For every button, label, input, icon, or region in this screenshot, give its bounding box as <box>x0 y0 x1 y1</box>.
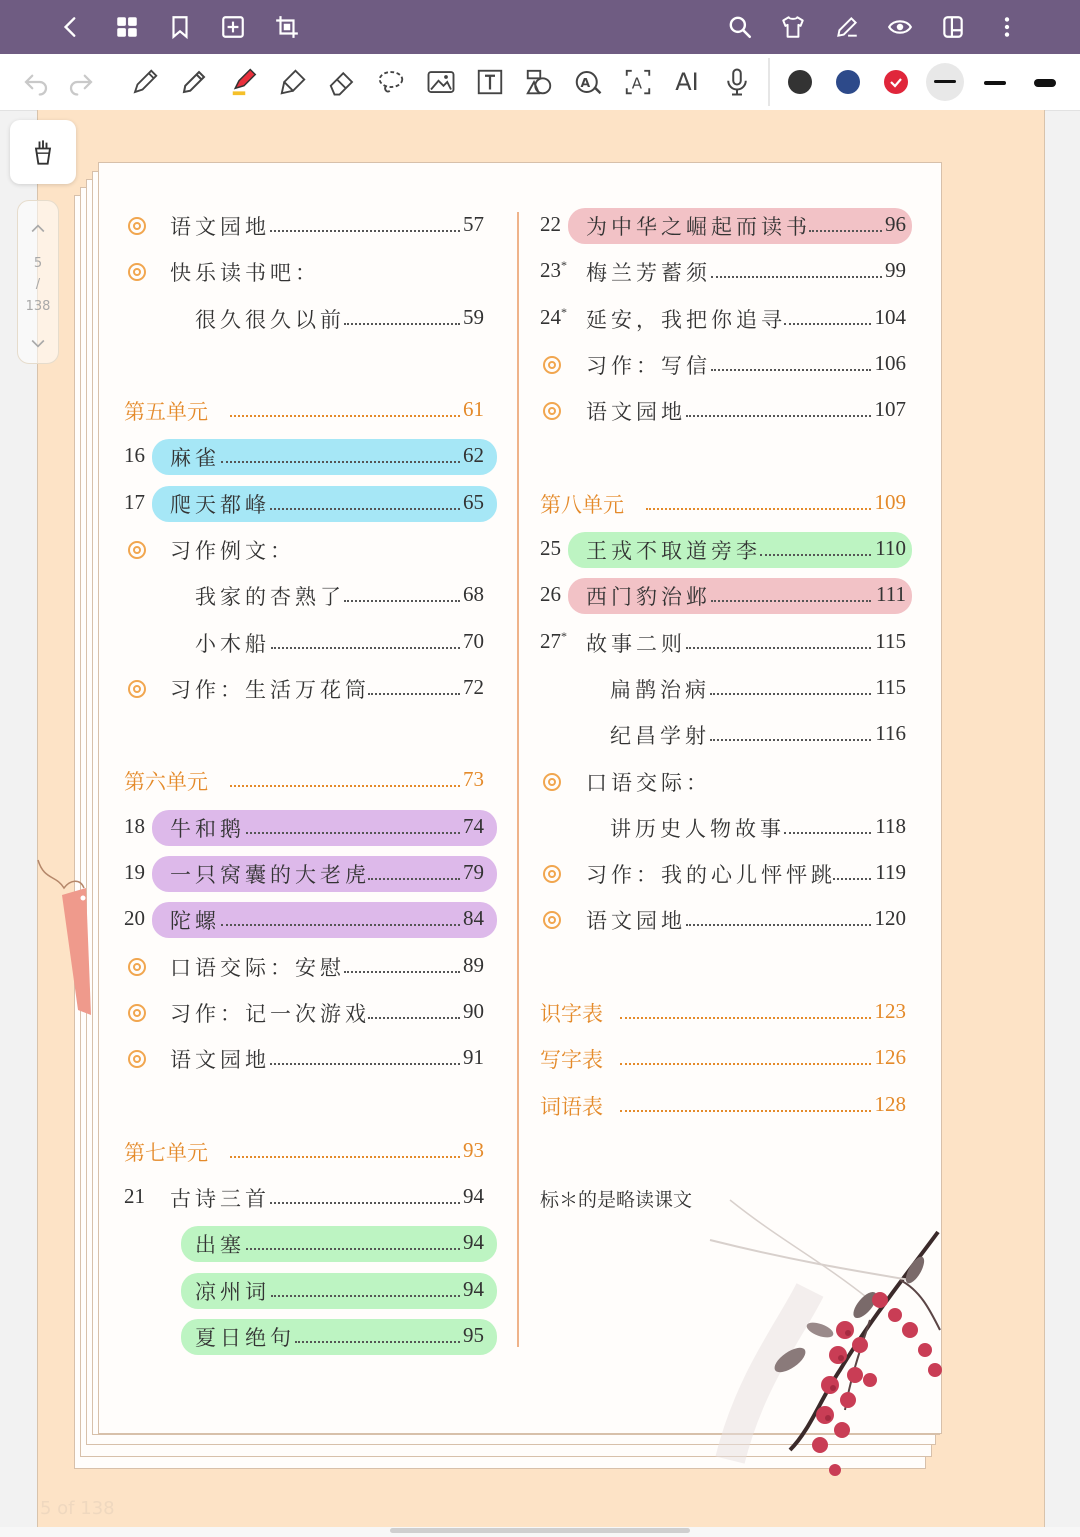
svg-text:A: A <box>631 74 643 93</box>
entry-title: 语文园地 <box>170 1048 270 1073</box>
stroke-width-thick-button[interactable] <box>1034 79 1056 87</box>
shirt-icon[interactable] <box>776 10 810 44</box>
chevron-down-icon[interactable] <box>28 333 48 353</box>
entry-title: 口语交际：安慰 <box>170 955 345 980</box>
entry-title: 扁鹊治病 <box>610 677 710 702</box>
text-box-icon[interactable] <box>471 64 509 100</box>
total-pages: 138 <box>25 299 51 314</box>
add-page-icon[interactable] <box>216 10 250 44</box>
entry-title: 习作：记一次游戏 <box>170 1001 370 1026</box>
circle-bullet-icon <box>128 217 146 235</box>
circle-bullet-icon <box>543 865 561 883</box>
lesson-number-text: 25 <box>540 536 561 560</box>
leader-dots <box>620 1017 871 1019</box>
lesson-number-text: 27 <box>540 628 561 653</box>
page-number: 94 <box>463 1276 484 1301</box>
page-number: 91 <box>463 1045 484 1070</box>
entry-title: 第六单元 <box>124 770 208 795</box>
shapes-icon[interactable] <box>520 64 558 100</box>
circle-bullet-icon <box>128 680 146 698</box>
entry-title: 延安，我把你追寻 <box>586 307 786 332</box>
entry-title: 口语交际： <box>586 770 711 795</box>
ai-label: AI <box>675 68 699 96</box>
stroke-width-thin-button[interactable] <box>926 63 964 101</box>
chevron-up-icon[interactable] <box>28 219 48 239</box>
circle-bullet-icon <box>543 773 561 791</box>
entry-title: 出塞 <box>195 1233 245 1258</box>
app-top-bar <box>0 0 1080 54</box>
color-swatch-red[interactable] <box>884 70 908 94</box>
entry-title: 爬天都峰 <box>170 492 270 517</box>
entry-title: 词语表 <box>540 1094 603 1119</box>
entry-title: 西门豹治邺 <box>586 585 711 610</box>
lesson-number <box>124 814 145 839</box>
page-number: 61 <box>463 397 484 422</box>
page-number: 109 <box>874 489 906 514</box>
page-number: 106 <box>874 350 906 375</box>
lesson-number <box>540 629 567 654</box>
leader-dots <box>646 508 871 510</box>
lesson-number <box>540 212 561 237</box>
check-icon <box>884 70 908 94</box>
entry-title: 写字表 <box>540 1048 603 1073</box>
lesson-number-text: 18 <box>124 813 145 838</box>
lesson-number-text: 24 <box>540 304 561 329</box>
lesson-number <box>540 536 561 561</box>
text-recognize-icon[interactable] <box>619 64 657 100</box>
page-number: 120 <box>874 906 906 931</box>
page-number: 89 <box>463 952 484 977</box>
back-icon[interactable] <box>54 10 88 44</box>
page-number: 119 <box>875 860 906 885</box>
entry-title: 夏日绝句 <box>195 1325 295 1350</box>
entry-title: 第七单元 <box>124 1140 208 1165</box>
microphone-icon[interactable] <box>718 64 756 100</box>
page-number: 84 <box>463 906 484 931</box>
entry-title: 第八单元 <box>540 492 624 517</box>
ocr-icon[interactable] <box>569 64 607 100</box>
page-number: 104 <box>874 304 906 329</box>
bookmark-icon[interactable] <box>163 10 197 44</box>
toolbar-divider <box>768 58 770 106</box>
decorative-berry-branch <box>670 1180 970 1500</box>
skim-reading-star: * <box>561 258 567 273</box>
page-number: 123 <box>874 998 906 1023</box>
page-number: 93 <box>463 1137 484 1162</box>
entry-title: 习作：我的心儿怦怦跳 <box>586 863 836 888</box>
page-number: 74 <box>463 813 484 838</box>
brush-icon[interactable] <box>274 64 312 100</box>
page-number: 96 <box>885 212 906 236</box>
more-icon[interactable] <box>990 10 1024 44</box>
lesson-number-text: 21 <box>124 1184 145 1208</box>
lesson-number-text: 26 <box>540 582 561 607</box>
leader-dots <box>620 1110 871 1112</box>
leader-dots <box>620 1063 871 1065</box>
lesson-number <box>540 258 567 283</box>
lesson-number-text: 22 <box>540 212 561 236</box>
page-number: 94 <box>463 1184 484 1208</box>
entry-title: 第五单元 <box>124 400 208 425</box>
color-swatch-black[interactable] <box>788 70 812 94</box>
search-icon[interactable] <box>723 10 757 44</box>
lesson-number <box>540 305 567 330</box>
entry-title: 纪昌学射 <box>610 724 710 749</box>
entry-title: 语文园地 <box>586 400 686 425</box>
entry-title: 讲历史人物故事 <box>610 816 785 841</box>
page-number: 118 <box>875 813 906 838</box>
bookmark-tag-icon <box>36 850 96 1020</box>
current-page-number: 5 <box>33 256 43 271</box>
page-number: 111 <box>876 582 906 607</box>
lesson-number-text: 19 <box>124 860 145 884</box>
page-number: 110 <box>875 536 906 560</box>
circle-bullet-icon <box>543 356 561 374</box>
lesson-number-text: 16 <box>124 443 145 468</box>
circle-bullet-icon <box>128 1004 146 1022</box>
page-number: 65 <box>463 489 484 514</box>
entry-title: 我家的杏熟了 <box>195 585 345 610</box>
entry-title: 习作：生活万花筒 <box>170 677 370 702</box>
lesson-number <box>540 582 561 607</box>
skim-reading-star: * <box>561 628 567 643</box>
page-number: 95 <box>463 1322 484 1347</box>
circle-bullet-icon <box>128 958 146 976</box>
page-number: 115 <box>875 628 906 653</box>
page-number: 72 <box>463 674 484 699</box>
image-icon[interactable] <box>422 64 460 100</box>
entry-title: 语文园地 <box>586 909 686 934</box>
pen-cup-icon <box>29 138 57 166</box>
pen-cup-button[interactable] <box>10 120 76 184</box>
pencil-icon[interactable] <box>175 64 213 100</box>
reading-note: 标＊的是略读课文 <box>540 1189 693 1211</box>
entry-title: 识字表 <box>540 1001 603 1026</box>
page-counter: 5 of 138 <box>40 1498 115 1519</box>
lesson-number <box>124 490 145 515</box>
redo-icon[interactable] <box>62 64 100 100</box>
entry-title: 快乐读书吧： <box>170 261 320 286</box>
column-divider <box>517 212 519 1347</box>
color-swatch-blue[interactable] <box>836 70 860 94</box>
pen-icon[interactable] <box>126 64 164 100</box>
page-number: 128 <box>874 1091 906 1116</box>
leader-dots <box>686 415 871 417</box>
page-number: 62 <box>463 443 484 468</box>
home-indicator[interactable] <box>390 1528 690 1533</box>
page-number: 126 <box>874 1045 906 1070</box>
entry-title: 梅兰芳蓄须 <box>586 261 711 286</box>
page-number: 59 <box>463 304 484 329</box>
lesson-number <box>124 906 145 931</box>
page-number: 90 <box>463 998 484 1023</box>
eye-icon[interactable] <box>883 10 917 44</box>
stroke-width-medium-button[interactable] <box>984 81 1006 85</box>
page-navigator[interactable] <box>17 200 59 364</box>
entry-title: 习作：写信 <box>586 353 711 378</box>
edit-icon[interactable] <box>830 10 864 44</box>
svg-text:A: A <box>580 75 591 90</box>
page-number: 73 <box>463 767 484 792</box>
entry-title: 凉州词 <box>195 1279 270 1304</box>
page-number: 70 <box>463 628 484 653</box>
page-number: 107 <box>874 397 906 422</box>
ai-icon[interactable] <box>668 64 706 100</box>
entry-title: 牛和鹅 <box>170 816 245 841</box>
page-layout-icon[interactable] <box>936 10 970 44</box>
eraser-icon[interactable] <box>323 64 361 100</box>
entry-title: 很久很久以前 <box>195 307 345 332</box>
skim-reading-star: * <box>561 304 567 319</box>
grid-icon[interactable] <box>110 10 144 44</box>
entry-title: 习作例文： <box>170 539 295 563</box>
lesson-number-text: 23 <box>540 258 561 283</box>
page-number: 115 <box>875 674 906 699</box>
page-number: 79 <box>463 860 484 884</box>
lasso-icon[interactable] <box>372 64 410 100</box>
circle-bullet-icon <box>128 541 146 559</box>
lesson-number-text: 20 <box>124 906 145 931</box>
page-number: 68 <box>463 582 484 607</box>
lesson-number-text: 17 <box>124 489 145 514</box>
page-separator: / <box>35 277 41 292</box>
highlighter-icon[interactable] <box>225 64 263 100</box>
entry-title: 为中华之崛起而读书 <box>586 215 811 239</box>
leader-dots <box>686 647 871 649</box>
entry-title: 故事二则 <box>586 631 686 656</box>
entry-title: 一只窝囊的大老虎 <box>170 863 370 887</box>
entry-title: 古诗三首 <box>170 1187 270 1211</box>
entry-title: 陀螺 <box>170 909 220 934</box>
entry-title: 语文园地 <box>170 215 270 239</box>
page-number: 57 <box>463 212 484 236</box>
leader-dots <box>686 924 871 926</box>
lesson-number <box>124 443 145 468</box>
drawing-toolbar <box>0 54 1080 111</box>
lesson-number <box>124 860 145 885</box>
page-number: 116 <box>875 721 906 746</box>
undo-icon[interactable] <box>17 64 55 100</box>
page-number: 99 <box>885 258 906 283</box>
entry-title: 麻雀 <box>170 446 220 471</box>
entry-title: 小木船 <box>195 631 270 656</box>
crop-icon[interactable] <box>270 10 304 44</box>
page-number: 94 <box>463 1230 484 1255</box>
entry-title: 王戎不取道旁李 <box>586 539 761 563</box>
lesson-number <box>124 1184 145 1209</box>
